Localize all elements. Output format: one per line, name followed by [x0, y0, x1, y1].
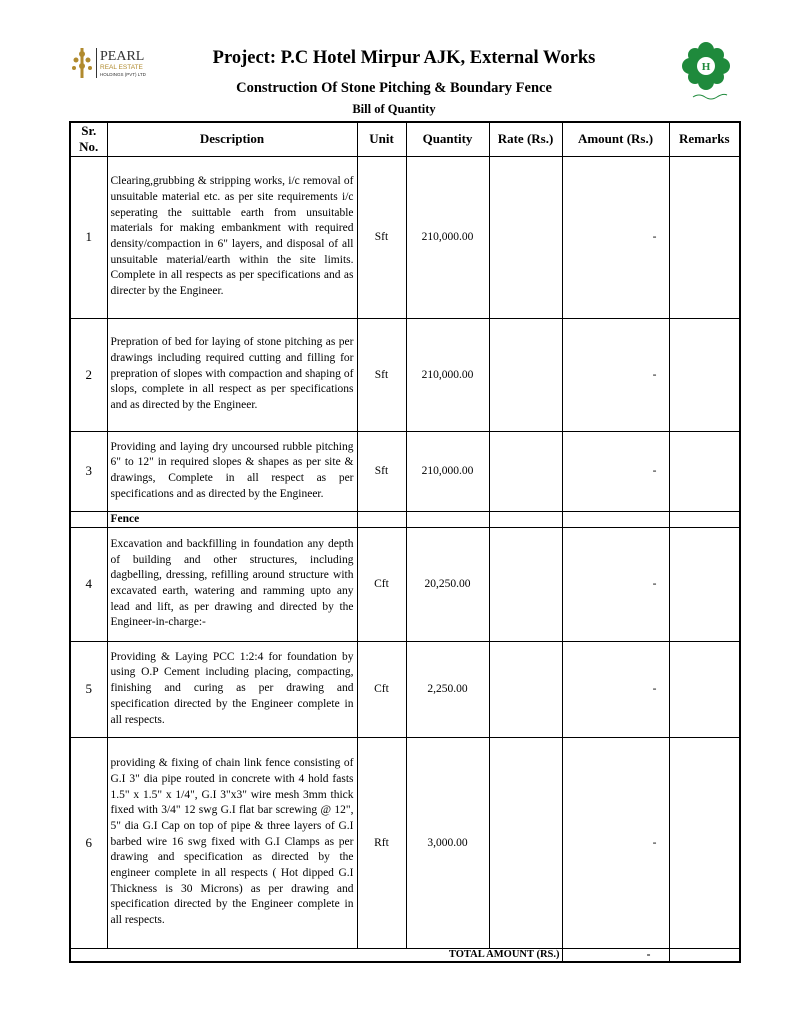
section-empty-cell: [357, 511, 406, 527]
col-description: Description: [107, 122, 357, 156]
table-row: [70, 431, 740, 511]
amount-cell: -: [562, 156, 669, 318]
amount-cell: -: [562, 431, 669, 511]
sr-cell: 5: [70, 641, 107, 737]
total-remarks-cell: [669, 948, 740, 962]
project-title: Project: P.C Hotel Mirpur AJK, External Works: [212, 48, 596, 68]
col-amount: Amount (Rs.): [562, 122, 669, 156]
sr-cell: 2: [70, 318, 107, 431]
section-empty-cell: [489, 511, 562, 527]
rate-cell: [489, 641, 562, 737]
quantity-cell: 20,250.00: [406, 527, 489, 641]
col-sr: Sr. No.: [70, 122, 107, 156]
table-row: [70, 737, 740, 948]
col-remarks: Remarks: [669, 122, 740, 156]
unit-cell: Sft: [357, 318, 406, 431]
unit-cell: Sft: [357, 156, 406, 318]
unit-cell: Cft: [357, 641, 406, 737]
section-label: Fence: [107, 511, 357, 527]
description-cell: providing & fixing of chain link fence consisting of G.I 3" dia pipe routed in concrete with 4 hold fasts 1.5" x 1.5" x 1/4", G.I 3"x3" wire mesh 3mm thick fixed with 3/4" 12 swg G.I flat bar screwing @ 12", 5" dia G.I Cap on top of pipe & three layers of G.I barbed wire 16 swg fixed with G.I Clamps as per drawing and specification as directed by the engineer complete in all respects ( Hot dipped G.I Thickness is 30 Microns) as per drawing and specification directed by the Engineer complete in all respects.: [107, 737, 357, 948]
remarks-cell: [669, 737, 740, 948]
section-empty-cell: [669, 511, 740, 527]
remarks-cell: [669, 318, 740, 431]
total-amount: -: [562, 948, 669, 962]
remarks-cell: [669, 431, 740, 511]
logo-subtext-2: HOLDINGS (PVT) LTD: [100, 72, 146, 77]
amount-cell: -: [562, 318, 669, 431]
amount-cell: -: [562, 737, 669, 948]
section-sr-cell: [70, 511, 107, 527]
total-row: [70, 948, 740, 962]
rate-cell: [489, 431, 562, 511]
unit-cell: Cft: [357, 527, 406, 641]
quantity-cell: 210,000.00: [406, 318, 489, 431]
sr-cell: 4: [70, 527, 107, 641]
rate-cell: [489, 318, 562, 431]
quantity-cell: 210,000.00: [406, 431, 489, 511]
rate-cell: [489, 156, 562, 318]
header-row: [70, 122, 740, 156]
table-row: [70, 156, 740, 318]
unit-cell: Sft: [357, 431, 406, 511]
section-empty-cell: [406, 511, 489, 527]
quantity-cell: 210,000.00: [406, 156, 489, 318]
remarks-cell: [669, 527, 740, 641]
svg-text:H: H: [701, 61, 711, 73]
unit-cell: Rft: [357, 737, 406, 948]
col-rate: Rate (Rs.): [489, 122, 562, 156]
sr-cell: 1: [70, 156, 107, 318]
rate-cell: [489, 527, 562, 641]
section-row: [70, 511, 740, 527]
description-cell: Excavation and backfilling in foundation any depth of building and other structures, including dagbelling, dressing, refilling around structure with excavated earth, watering and ramming upto any lead and lift, as per drawing and directed by the Engineer-in-charge:-: [107, 527, 357, 641]
section-empty-cell: [562, 511, 669, 527]
amount-cell: -: [562, 527, 669, 641]
col-unit: Unit: [357, 122, 406, 156]
description-cell: Providing & Laying PCC 1:2:4 for foundation by using O.P Cement including placing, compacting, finishing and curing as per drawing and specification directed by the Engineer complete in all respects.: [107, 641, 357, 737]
description-cell: Prepration of bed for laying of stone pitching as per drawings including required cutting and filling for prepration of slopes with compaction and shaping of slops, complete in all respect as per specifications and as directed by the Engineer.: [107, 318, 357, 431]
remarks-cell: [669, 156, 740, 318]
total-label: TOTAL AMOUNT (RS.): [70, 948, 562, 962]
sr-cell: 6: [70, 737, 107, 948]
quantity-cell: 3,000.00: [406, 737, 489, 948]
remarks-cell: [669, 641, 740, 737]
description-cell: Providing and laying dry uncoursed rubble pitching 6" to 12" in required slopes & shapes as per site & drawings, Complete in all respect as per specifications and as directed by the Engineer.: [107, 431, 357, 511]
quantity-cell: 2,250.00: [406, 641, 489, 737]
logo-text: PEARL: [100, 49, 145, 64]
amount-cell: -: [562, 641, 669, 737]
table-row: [70, 527, 740, 641]
rate-cell: [489, 737, 562, 948]
table-row: [70, 318, 740, 431]
boq-table: [69, 121, 741, 963]
document-type: Bill of Quantity: [352, 102, 436, 116]
table-row: [70, 641, 740, 737]
subtitle: Construction Of Stone Pitching & Boundary Fence: [236, 80, 552, 96]
description-cell: Clearing,grubbing & stripping works, i/c removal of unsuitable material etc. as per site requirements i/c seperating the suittable earth from unsuitable materials for making embankment with required density/compaction in 6" layers, and disposal of all unsuitable material/earth within the site limits. Complete in all respects as per specifications and as directer by the Engineer.: [107, 156, 357, 318]
logo-subtext: REAL ESTATE: [100, 64, 143, 71]
sr-cell: 3: [70, 431, 107, 511]
col-quantity: Quantity: [406, 122, 489, 156]
